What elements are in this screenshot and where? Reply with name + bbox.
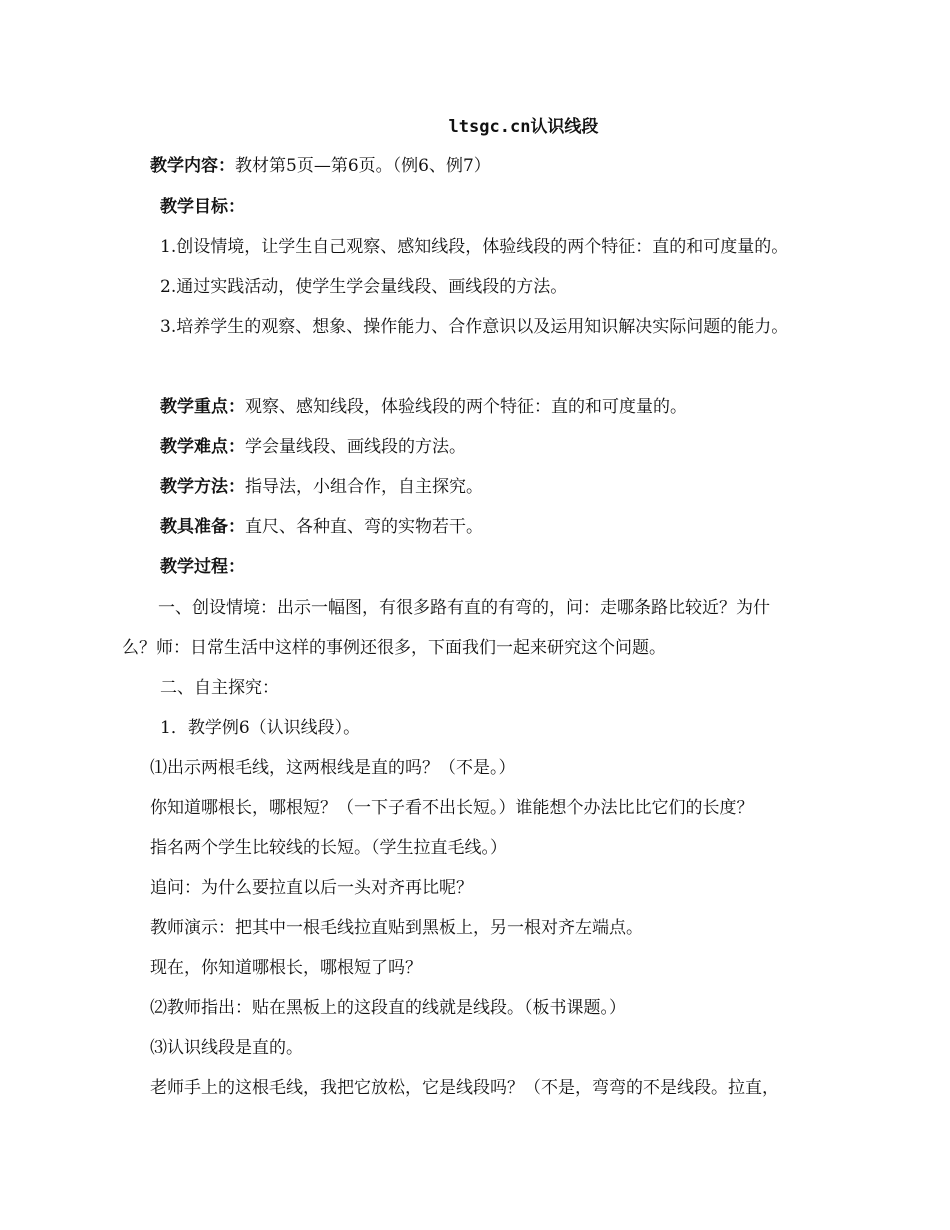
title-text: 认识线段 [530,117,599,137]
process-line: ⑴出示两根毛线，这两根线是直的吗？（不是。） [150,758,516,778]
teaching-content-line [150,155,491,177]
process-line: 你知道哪根长，哪根短？（一下子看不出长短。）谁能想个办法比比它们的长度？ [150,798,754,818]
goal-item: 3.培养学生的观察、想象、操作能力、合作意识以及运用知识解决实际问题的能力。 [160,317,789,337]
teaching-key-text: 观察、感知线段，体验线段的两个特征：直的和可度量的。 [245,397,687,417]
teaching-process-label: 教学过程： [160,557,245,577]
process-line: 二、自主探究： [160,678,279,698]
process-line: 指名两个学生比较线的长短。（学生拉直毛线。） [150,838,507,858]
teaching-key-line [160,396,687,418]
teaching-method-label: 教学方法： [160,477,245,497]
process-line: 教师演示：把其中一根毛线拉直贴到黑板上，另一根对齐左端点。 [150,918,643,938]
process-line: ⑵教师指出：贴在黑板上的这段直的线就是线段。（板书课题。） [150,998,626,1018]
teaching-method-text: 指导法，小组合作，自主探究。 [245,477,483,497]
teaching-difficulty-label: 教学难点： [160,437,245,457]
teaching-content-text: 教材第5页—第6页。（例6、例7） [235,156,491,176]
teaching-goals-label: 教学目标： [160,197,245,217]
teaching-method-line [160,476,483,498]
goal-item: 2.通过实践活动，使学生学会量线段、画线段的方法。 [160,277,568,297]
process-line: ⑶认识线段是直的。 [150,1038,303,1058]
goal-item: 1.创设情境，让学生自己观察、感知线段，体验线段的两个特征：直的和可度量的。 [160,237,789,257]
teaching-tools-line [160,516,483,538]
teaching-tools-text: 直尺、各种直、弯的实物若干。 [245,517,483,537]
process-line: 现在，你知道哪根长，哪根短了吗？ [150,958,422,978]
teaching-content-label: 教学内容： [150,156,235,176]
process-line: 1．教学例6（认识线段）。 [160,718,361,738]
document-title [0,116,950,138]
process-line: 么？师：日常生活中这样的事例还很多，下面我们一起来研究这个问题。 [122,638,666,658]
process-line: 老师手上的这根毛线，我把它放松，它是线段吗？（不是，弯弯的不是线段。拉直， [150,1078,779,1098]
title-domain: ltsgc.cn [448,117,531,137]
teaching-difficulty-line [160,436,466,458]
teaching-tools-label: 教具准备： [160,517,245,537]
process-line: 一、创设情境：出示一幅图，有很多路有直的有弯的，问：走哪条路比较近？为什 [158,598,770,618]
process-line: 追问：为什么要拉直以后一头对齐再比呢？ [150,878,473,898]
teaching-difficulty-text: 学会量线段、画线段的方法。 [245,437,466,457]
teaching-key-label: 教学重点： [160,397,245,417]
